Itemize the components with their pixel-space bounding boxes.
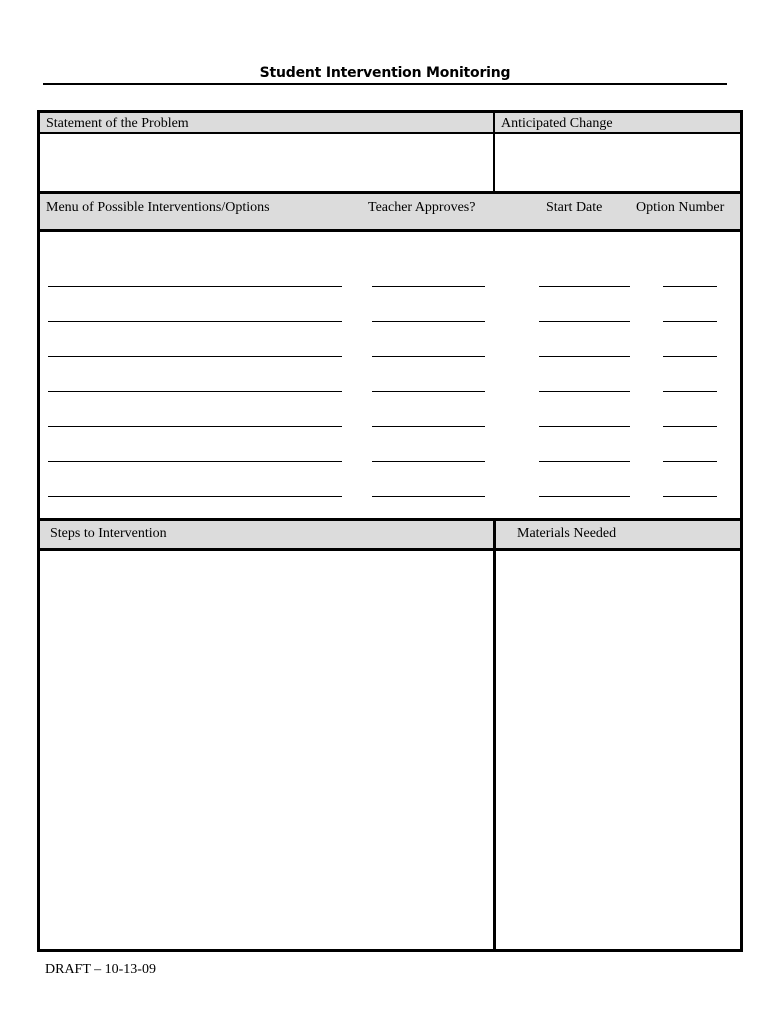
menu-interventions-label: Menu of Possible Interventions/Options	[46, 200, 270, 215]
option-number-label: Option Number	[636, 200, 725, 215]
teacher-approves-blank-5[interactable]	[372, 426, 485, 427]
start-date-blank-3[interactable]	[539, 356, 630, 357]
problem-column-divider	[493, 113, 495, 191]
steps-to-intervention-field[interactable]	[40, 551, 493, 949]
statement-of-problem-label: Statement of the Problem	[46, 116, 189, 131]
intervention-option-blank-3[interactable]	[48, 356, 342, 357]
start-date-blank-7[interactable]	[539, 496, 630, 497]
intervention-option-blank-2[interactable]	[48, 321, 342, 322]
option-number-blank-6[interactable]	[663, 461, 717, 462]
option-number-blank-4[interactable]	[663, 391, 717, 392]
start-date-blank-5[interactable]	[539, 426, 630, 427]
draft-footer: DRAFT – 10-13-09	[45, 962, 156, 977]
teacher-approves-label: Teacher Approves?	[368, 200, 476, 215]
option-number-blank-5[interactable]	[663, 426, 717, 427]
start-date-blank-2[interactable]	[539, 321, 630, 322]
intervention-option-blank-7[interactable]	[48, 496, 342, 497]
intervention-option-blank-1[interactable]	[48, 286, 342, 287]
document-title: Student Intervention Monitoring	[259, 65, 511, 81]
intervention-option-blank-6[interactable]	[48, 461, 342, 462]
option-number-blank-3[interactable]	[663, 356, 717, 357]
start-date-blank-4[interactable]	[539, 391, 630, 392]
start-date-blank-6[interactable]	[539, 461, 630, 462]
intervention-option-blank-5[interactable]	[48, 426, 342, 427]
intervention-option-blank-4[interactable]	[48, 391, 342, 392]
problem-header-row	[40, 113, 740, 134]
teacher-approves-blank-3[interactable]	[372, 356, 485, 357]
teacher-approves-blank-6[interactable]	[372, 461, 485, 462]
start-date-blank-1[interactable]	[539, 286, 630, 287]
materials-needed-field[interactable]	[496, 551, 740, 949]
materials-needed-label: Materials Needed	[517, 526, 617, 541]
intervention-form	[37, 110, 743, 952]
start-date-label: Start Date	[546, 200, 603, 215]
option-number-blank-7[interactable]	[663, 496, 717, 497]
steps-header-row	[40, 518, 740, 551]
option-number-blank-2[interactable]	[663, 321, 717, 322]
teacher-approves-blank-7[interactable]	[372, 496, 485, 497]
menu-header-row	[40, 191, 740, 232]
statement-of-problem-field[interactable]	[40, 134, 493, 191]
teacher-approves-blank-4[interactable]	[372, 391, 485, 392]
intervention-options-list	[40, 232, 740, 518]
steps-to-intervention-label: Steps to Intervention	[50, 526, 167, 541]
teacher-approves-blank-1[interactable]	[372, 286, 485, 287]
teacher-approves-blank-2[interactable]	[372, 321, 485, 322]
steps-column-divider	[493, 518, 496, 949]
title-rule	[43, 83, 727, 85]
option-number-blank-1[interactable]	[663, 286, 717, 287]
anticipated-change-field[interactable]	[495, 134, 740, 191]
anticipated-change-label: Anticipated Change	[501, 116, 613, 131]
